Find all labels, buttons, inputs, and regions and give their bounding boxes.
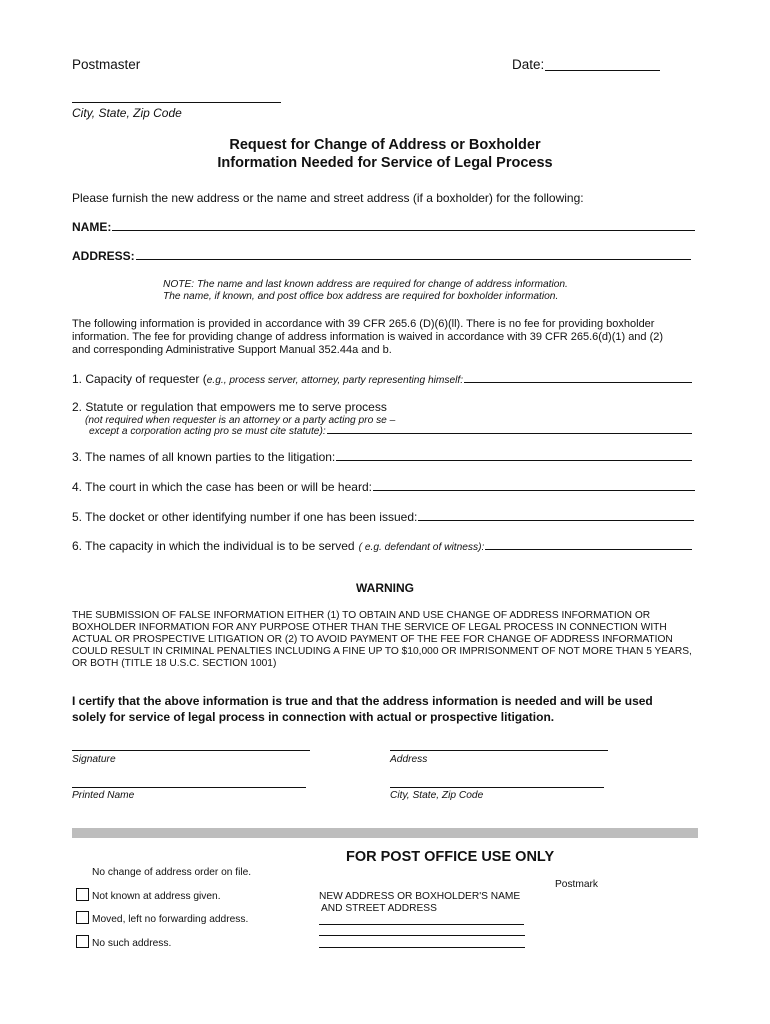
item1-label: 1. Capacity of requester ( — [72, 372, 207, 386]
item1-hint: e.g., process server, attorney, party representing himself: — [206, 375, 464, 386]
certify-line1: I certify that the above information is true and that the address information is needed and will be used — [72, 694, 653, 708]
signature-field[interactable] — [72, 750, 310, 751]
post-office-heading: FOR POST OFFICE USE ONLY — [346, 849, 555, 865]
item5-field[interactable] — [418, 520, 694, 521]
item1-field[interactable] — [464, 382, 692, 383]
moved-checkbox[interactable] — [76, 911, 89, 924]
name-label: NAME: — [72, 220, 112, 234]
info-line2: information. The fee for providing change of address information is waived in accordance with 39 CFR 265.6(d)(1) and (2) — [72, 331, 664, 343]
name-row — [72, 220, 695, 234]
item5-label: 5. The docket or other identifying number if one has been issued: — [72, 510, 418, 524]
warning-heading: WARNING — [356, 581, 414, 595]
section-divider-bar — [72, 828, 698, 838]
intro-text: Please furnish the new address or the name and street address (if a boxholder) for the following: — [72, 191, 584, 205]
info-line3: and corresponding Administrative Support Manual 352.44a and b. — [72, 344, 392, 356]
certify-line2: solely for service of legal process in connection with actual or prospective litigation. — [72, 710, 555, 724]
new-address-line-1[interactable] — [319, 924, 524, 925]
postmark-label: Postmark — [555, 879, 599, 890]
signer-address-field[interactable] — [390, 750, 608, 751]
postmaster-city-field[interactable] — [72, 102, 281, 103]
new-address-line-2[interactable] — [319, 935, 525, 936]
item4-row — [72, 480, 695, 494]
item3-row — [72, 450, 692, 464]
item3-label: 3. The names of all known parties to the litigation: — [72, 450, 336, 464]
date-label: Date: — [512, 57, 545, 72]
postmaster-label: Postmaster — [72, 57, 141, 72]
item1-row — [72, 372, 692, 386]
no-change-text: No change of address order on file. — [92, 867, 252, 878]
name-field[interactable] — [112, 230, 695, 231]
note-line1: NOTE: The name and last known address are required for change of address information. — [163, 279, 568, 290]
postmaster-city-label: City, State, Zip Code — [72, 106, 182, 120]
not-known-label: Not known at address given. — [92, 891, 221, 902]
form-title-line1: Request for Change of Address or Boxholder — [229, 137, 541, 153]
warning-line2: BOXHOLDER INFORMATION FOR ANY PURPOSE OTHER THAN THE SERVICE OF LEGAL PROCESS IN CONNECTION WITH — [72, 622, 667, 633]
item5-row — [72, 510, 694, 524]
item2-row — [89, 426, 692, 437]
printed-name-field[interactable] — [72, 787, 306, 788]
item2-hint2: except a corporation acting pro se must cite statute): — [89, 426, 326, 437]
address-field[interactable] — [136, 259, 691, 260]
address-row — [72, 249, 691, 263]
signer-city-label: City, State, Zip Code — [390, 790, 484, 801]
item2-label: 2. Statute or regulation that empowers me to serve process — [72, 400, 387, 414]
signature-label: Signature — [72, 754, 116, 765]
address-label: ADDRESS: — [72, 249, 135, 263]
item3-field[interactable] — [336, 460, 692, 461]
signer-address-label: Address — [390, 754, 428, 765]
no-such-address-label: No such address. — [92, 938, 172, 949]
item4-label: 4. The court in which the case has been or will be heard: — [72, 480, 372, 494]
item6-row — [72, 539, 692, 553]
new-address-line-3[interactable] — [319, 947, 525, 948]
warning-line5: OR BOTH (TITLE 18 U.S.C. SECTION 1001) — [72, 658, 277, 669]
signer-city-field[interactable] — [390, 787, 604, 788]
no-such-address-checkbox[interactable] — [76, 935, 89, 948]
new-address-heading-line1: NEW ADDRESS OR BOXHOLDER'S NAME — [319, 891, 521, 902]
warning-line1: THE SUBMISSION OF FALSE INFORMATION EITHER (1) TO OBTAIN AND USE CHANGE OF ADDRESS INFORMATION OR — [72, 610, 651, 621]
printed-name-label: Printed Name — [72, 790, 135, 801]
warning-line3: ACTUAL OR PROSPECTIVE LITIGATION OR (2) TO AVOID PAYMENT OF THE FEE FOR CHANGE OF ADDRESS INFORMATION — [72, 634, 673, 645]
info-line1: The following information is provided in accordance with 39 CFR 265.6 (D)(6)(ll). There is no fee for providing boxholder — [72, 318, 655, 330]
item6-hint: ( e.g. defendant of witness): — [358, 542, 485, 553]
new-address-heading-line2: AND STREET ADDRESS — [321, 903, 437, 914]
item6-label: 6. The capacity in which the individual is to be served — [72, 539, 355, 553]
item4-field[interactable] — [373, 490, 695, 491]
form-title-line2: Information Needed for Service of Legal Process — [217, 155, 553, 171]
item6-field[interactable] — [485, 549, 692, 550]
item2-hint1: (not required when requester is an attorney or a party acting pro se – — [85, 415, 396, 426]
date-field[interactable] — [545, 70, 660, 71]
warning-line4: COULD RESULT IN CRIMINAL PENALTIES INCLUDING A FINE UP TO $10,000 OR IMPRISONMENT OF NOT MORE THAN 5 YEARS, — [72, 646, 692, 657]
note-line2: The name, if known, and post office box address are required for boxholder information. — [163, 291, 559, 302]
not-known-checkbox[interactable] — [76, 888, 89, 901]
moved-label: Moved, left no forwarding address. — [92, 914, 249, 925]
item2-field[interactable] — [327, 433, 692, 434]
